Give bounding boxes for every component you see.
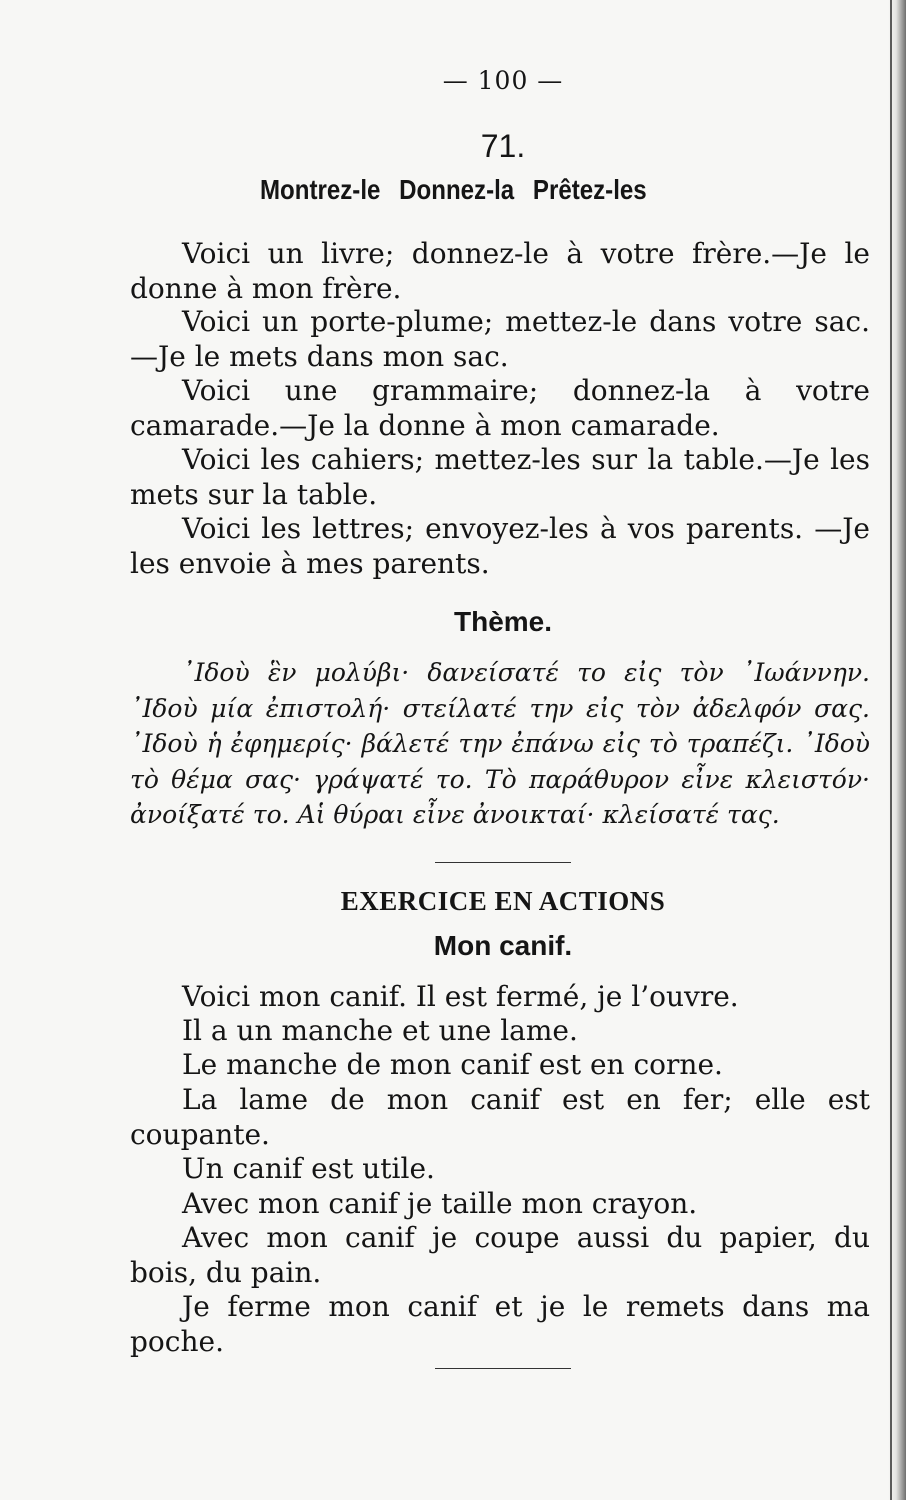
page-number: — 100 —: [442, 66, 564, 95]
exercise-line: Un canif est utile.: [182, 1152, 435, 1185]
lesson-paragraph: Voici les lettres; envoyez-les à vos parents. —Je les envoie à mes parents.: [130, 512, 870, 580]
theme-greek-text: ᾿Ιδοὺ ἓν μολύβι· δανείσατέ το εἰς τὸν ᾿Ιωάννην. ᾿Ιδοὺ μία ἐπιστολή· στείλατέ την εἰς τὸν ἀδελφόν σας. ᾿Ιδοὺ ἡ ἐφημερίς· βάλετέ την ἐπάνω εἰς τὸ τραπέζι. ᾿Ιδοὺ τὸ θέμα σας· γράψατέ το. Τὸ παράθυρον εἶνε κλειστόν· ἀνοίξατέ το. Αἱ θύραι εἶνε ἀνοικταί· κλείσατέ τας.: [130, 658, 870, 829]
lesson-paragraph: Voici un livre; donnez-le à votre frère.—Je le donne à mon frère.: [130, 237, 870, 305]
lesson-paragraph: Voici une grammaire; donnez-la à votre camarade.—Je la donne à mon camarade.: [130, 374, 870, 442]
bottom-divider: [435, 1368, 571, 1369]
lesson-heading: Montrez-le Donnez-la Prêtez-les: [260, 174, 647, 205]
lesson-paragraph: Voici les cahiers; mettez-les sur la table.—Je les mets sur la table.: [130, 443, 870, 511]
exercise-line: Il a un manche et une lame.: [182, 1014, 578, 1047]
section-divider: [435, 862, 571, 863]
exercise-line: Avec mon canif je taille mon crayon.: [182, 1187, 698, 1220]
lesson-number: 71.: [480, 128, 526, 164]
exercise-line: Voici mon canif. Il est fermé, je l’ouvre.: [182, 980, 739, 1013]
exercise-title: EXERCICE EN ACTIONS: [340, 886, 666, 916]
lesson-paragraph: Voici un porte-plume; mettez-le dans votre sac. —Je le mets dans mon sac.: [130, 305, 870, 373]
theme-title: Thème.: [453, 606, 553, 637]
exercise-line: Le manche de mon canif est en corne.: [182, 1048, 723, 1081]
exercise-line: Avec mon canif je coupe aussi du papier, du bois, du pain.: [130, 1221, 870, 1289]
exercise-line: La lame de mon canif est en fer; elle est coupante.: [130, 1083, 870, 1151]
exercise-line: Je ferme mon canif et je le remets dans ma poche.: [130, 1290, 870, 1358]
page-edge-shadow: [888, 0, 906, 1500]
exercise-subtitle: Mon canif.: [433, 930, 573, 961]
